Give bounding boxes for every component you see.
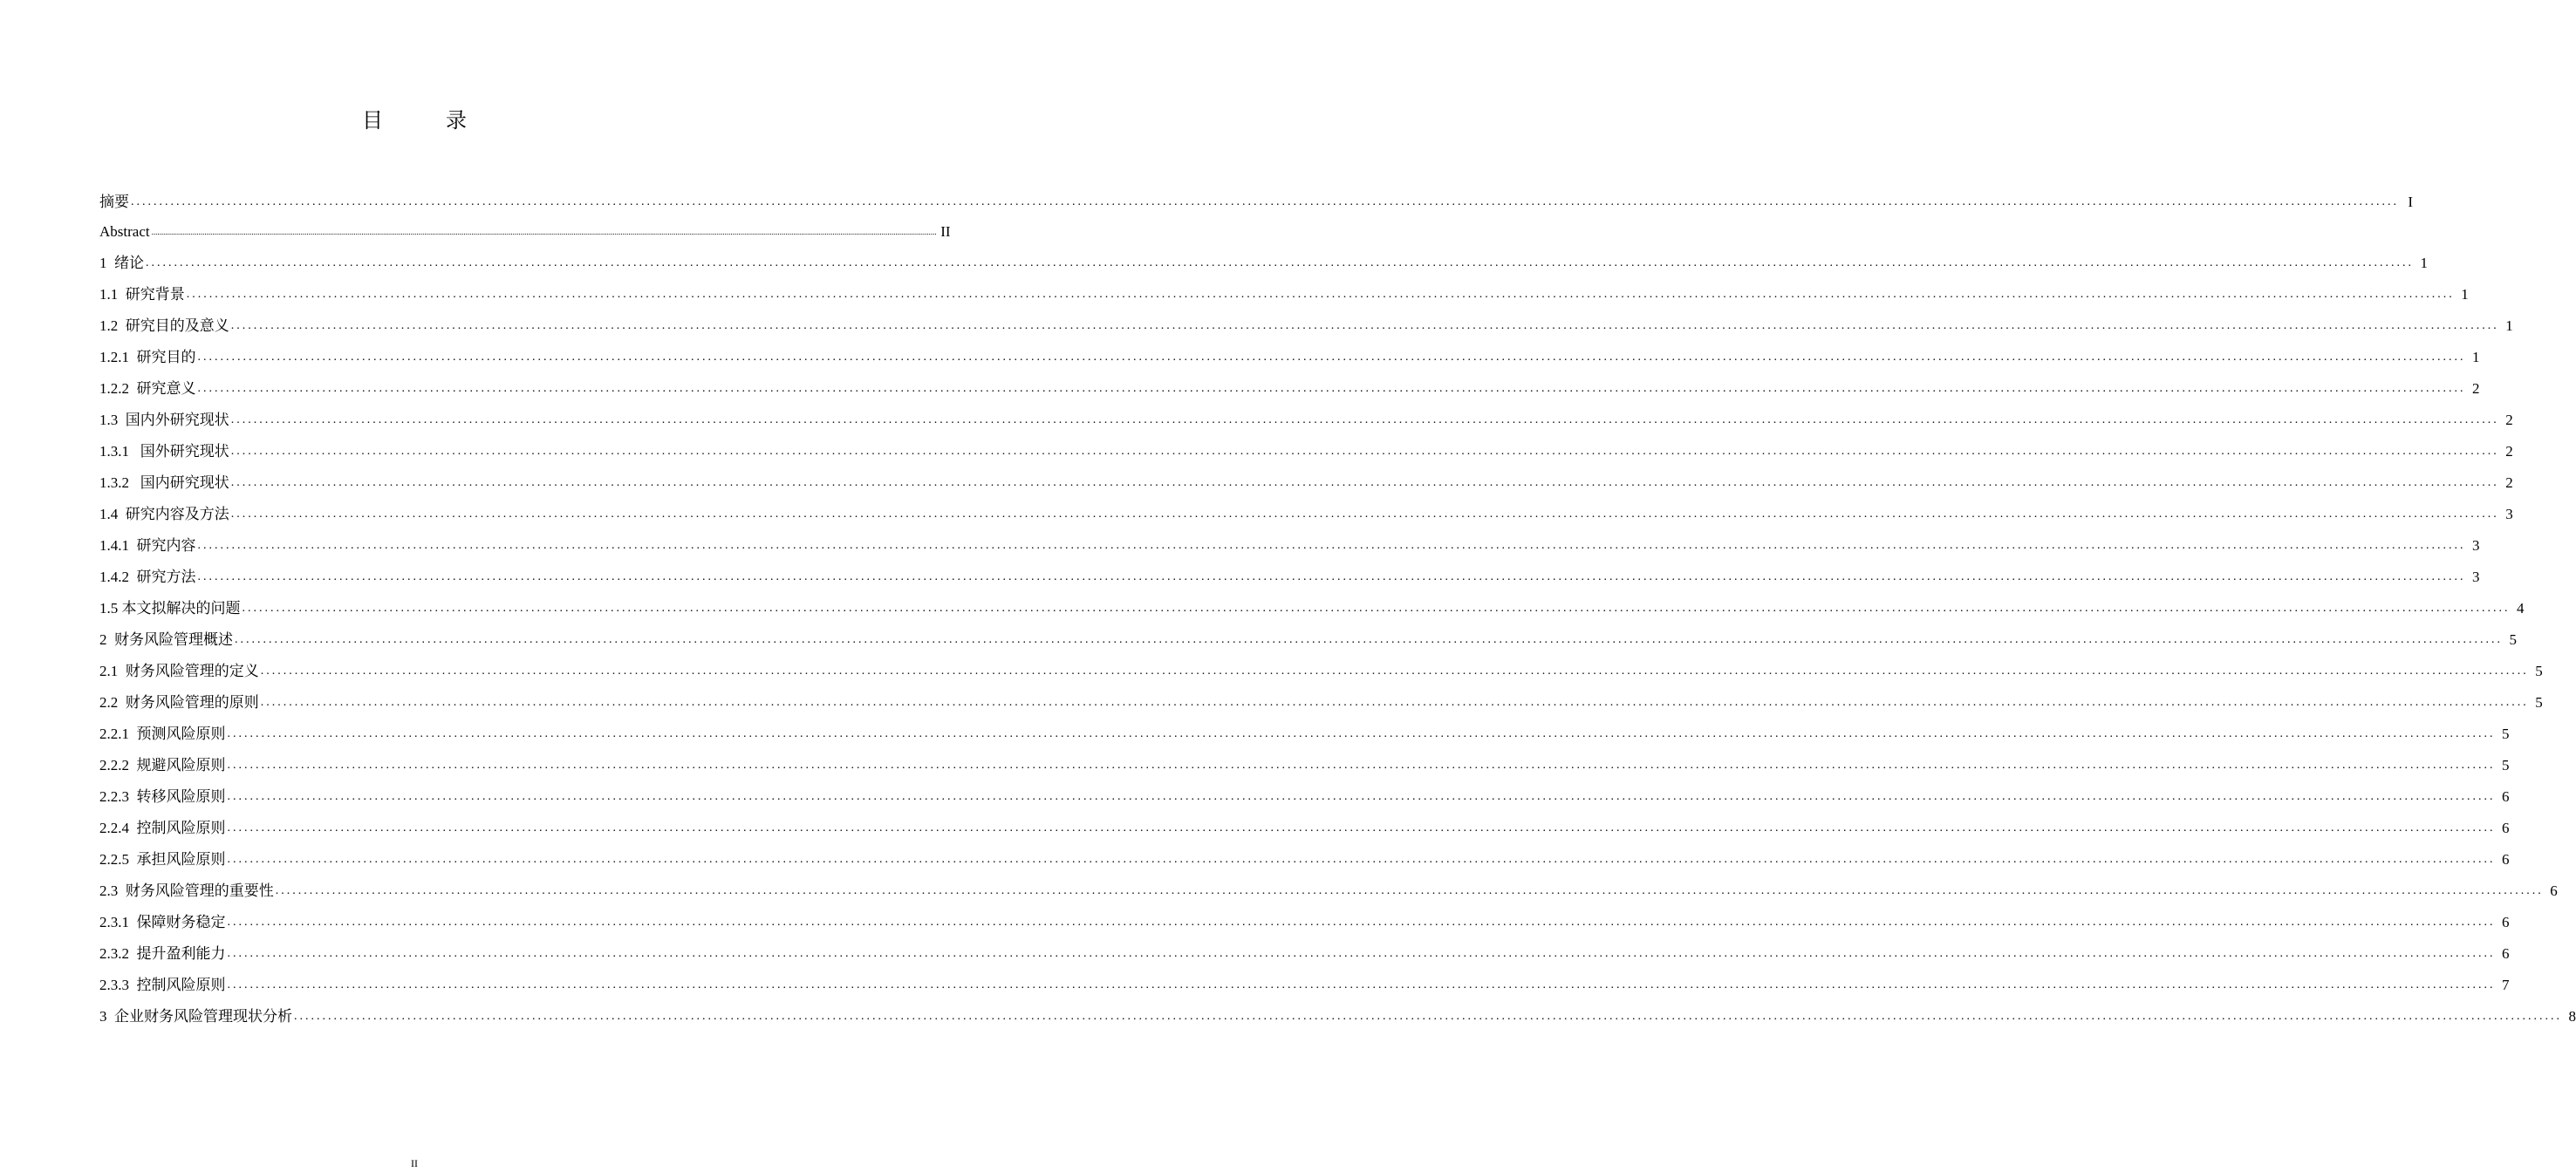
toc-entry-page: 6	[2502, 820, 2510, 836]
toc-dot-leader: ................................................................................................................................................................................................................................................................................................................................................................................................................	[197, 382, 2466, 395]
toc-dot-leader: ................................................................................................................................................................................................................................................................................................................................................................................................................	[131, 195, 2399, 208]
toc-entry-page: II	[940, 223, 951, 240]
toc-dot-leader: ................................................................................................................................................................................................................................................................................................................................................................................................................	[230, 508, 2499, 521]
toc-entry-page: 2	[2505, 412, 2513, 428]
toc-entry-page: 1	[2420, 255, 2428, 271]
toc-entry-page: 3	[2472, 537, 2480, 554]
toc-entry-page: 1	[2505, 317, 2513, 334]
toc-dot-leader: ................................................................................................................................................................................................................................................................................................................................................................................................................	[242, 602, 2511, 615]
toc-entry[interactable]	[99, 745, 2510, 776]
toc-dot-leader: ................................................................................................................................................................................................................................................................................................................................................................................................................	[227, 821, 2496, 835]
toc-entry-label: 2.3.1 保障财务稳定	[99, 914, 226, 930]
toc-entry-label: 1.5 本文拟解决的问题	[99, 600, 241, 617]
toc-entry-page: 6	[2550, 882, 2558, 899]
toc-entry-label: 2.3.2 提升盈利能力	[99, 945, 226, 962]
toc-entry-page: 2	[2472, 380, 2480, 397]
toc-entry-page: 1	[2461, 286, 2469, 303]
toc-entry-label: 2 财务风险管理概述	[99, 631, 233, 648]
toc-dot-leader: ................................................................................................................................................................................................................................................................................................................................................................................................................	[197, 570, 2466, 583]
toc-entry[interactable]	[99, 462, 2513, 494]
toc-dot-leader: ................................................................................................................................................................................................................................................................................................................................................................................................................	[186, 288, 2455, 301]
toc-entry-label: 2.3.3 控制风险原则	[99, 977, 226, 993]
toc-entry-page: 5	[2535, 663, 2543, 679]
toc-entry-label: 1.2 研究目的及意义	[99, 317, 229, 334]
toc-entry[interactable]	[99, 368, 2480, 399]
toc-dot-leader: ................................................................................................................................................................................................................................................................................................................................................................................................................	[146, 256, 2414, 269]
toc-entry-label: 2.2.4 控制风险原则	[99, 820, 226, 836]
toc-entry-page: 3	[2472, 569, 2480, 585]
toc-entry[interactable]	[99, 933, 2510, 964]
toc-entry-page: 6	[2502, 945, 2510, 962]
toc-dot-leader: ................................................................................................................................................................................................................................................................................................................................................................................................................	[227, 790, 2496, 803]
toc-dot-leader: ................................................................................................................................................................................................................................................................................................................................................................................................................	[227, 978, 2496, 991]
toc-entry[interactable]	[99, 682, 2543, 713]
toc-dot-leader: ................................................................................................................................................................................................................................................................................................................................................................................................................	[197, 351, 2466, 364]
toc-entry-label: 1.3.2 国内研究现状	[99, 474, 229, 491]
toc-dot-leader: ................................................................................................................................................................................................................................................................................................................................................................................................................	[227, 947, 2496, 960]
page-number: II	[411, 1157, 418, 1169]
toc-entry-page: 6	[2502, 851, 2510, 868]
toc-entry[interactable]	[99, 776, 2510, 807]
toc-entry-label: 2.2.1 预测风险原则	[99, 726, 226, 742]
toc-entry[interactable]	[99, 494, 2513, 525]
toc-entry-page: 6	[2502, 914, 2510, 930]
toc-entry[interactable]	[99, 337, 2480, 368]
toc-entry-page: 4	[2517, 600, 2525, 617]
toc-entry-label: 1.2.2 研究意义	[99, 380, 196, 397]
toc-entry-label: 2.2 财务风险管理的原则	[99, 694, 259, 711]
toc-entry[interactable]	[99, 713, 2510, 745]
toc-entry-label: 1 绪论	[99, 255, 144, 271]
toc-entry-page: 6	[2502, 788, 2510, 805]
toc-entry-page: 8	[2568, 1008, 2576, 1025]
toc-entry[interactable]	[99, 964, 2510, 996]
toc-dot-leader: ................................................................................................................................................................................................................................................................................................................................................................................................................	[227, 759, 2496, 772]
toc-entry[interactable]	[99, 588, 2525, 619]
toc-dot-leader: ................................................................................................................................................................................................................................................................................................................................................................................................................	[227, 853, 2496, 866]
toc-entry-page: I	[2408, 194, 2413, 210]
toc-entry[interactable]	[99, 870, 2558, 902]
toc-dot-leader: ................................................................................................................................................................................................................................................................................................................................................................................................................	[151, 228, 937, 236]
toc-entry[interactable]	[99, 181, 2413, 213]
toc-entry-label: 2.2.3 转移风险原则	[99, 788, 226, 805]
toc-entry[interactable]	[99, 839, 2510, 870]
page-title: 目 录	[362, 108, 488, 133]
toc-dot-leader: ................................................................................................................................................................................................................................................................................................................................................................................................................	[227, 916, 2496, 929]
toc-entry-page: 5	[2502, 757, 2510, 773]
toc-entry-label: 2.1 财务风险管理的定义	[99, 663, 259, 679]
toc-entry[interactable]	[99, 807, 2510, 839]
toc-entry[interactable]	[99, 556, 2480, 588]
toc-entry-page: 3	[2505, 506, 2513, 522]
toc-entry-page: 7	[2502, 977, 2510, 993]
toc-entry-page: 2	[2505, 443, 2513, 460]
toc-entry-label: 1.1 研究背景	[99, 286, 185, 303]
toc-entry-page: 5	[2502, 726, 2510, 742]
toc-entry-label: 2.2.2 规避风险原则	[99, 757, 226, 773]
toc-dot-leader: ................................................................................................................................................................................................................................................................................................................................................................................................................	[227, 727, 2496, 740]
toc-dot-leader: ................................................................................................................................................................................................................................................................................................................................................................................................................	[230, 476, 2499, 489]
toc-entry[interactable]	[99, 305, 2513, 337]
toc-entry-label: Abstract	[99, 223, 150, 240]
toc-entry-label: 摘要	[99, 194, 129, 210]
toc-entry-label: 1.3.1 国外研究现状	[99, 443, 229, 460]
toc-entry-label: 2.3 财务风险管理的重要性	[99, 882, 274, 899]
toc-dot-leader: ................................................................................................................................................................................................................................................................................................................................................................................................................	[235, 633, 2503, 646]
toc-entry-label: 1.4.1 研究内容	[99, 537, 196, 554]
toc-entry[interactable]	[99, 619, 2517, 651]
toc-entry-page: 5	[2509, 631, 2517, 648]
toc-entry[interactable]	[99, 651, 2543, 682]
toc-entry-page: 2	[2505, 474, 2513, 491]
toc-dot-leader: ................................................................................................................................................................................................................................................................................................................................................................................................................	[230, 445, 2499, 458]
toc-dot-leader: ................................................................................................................................................................................................................................................................................................................................................................................................................	[230, 413, 2499, 426]
toc-dot-leader: ................................................................................................................................................................................................................................................................................................................................................................................................................	[260, 696, 2529, 709]
toc-entry-page: 1	[2472, 349, 2480, 365]
toc-entry[interactable]	[99, 996, 2576, 1027]
toc-dot-leader: ................................................................................................................................................................................................................................................................................................................................................................................................................	[197, 539, 2466, 552]
toc-dot-leader: ................................................................................................................................................................................................................................................................................................................................................................................................................	[230, 319, 2499, 332]
toc-entry-label: 1.4.2 研究方法	[99, 569, 196, 585]
toc-dot-leader: ................................................................................................................................................................................................................................................................................................................................................................................................................	[294, 1010, 2562, 1023]
toc-entry[interactable]	[99, 399, 2513, 431]
toc-entry[interactable]	[99, 213, 951, 242]
toc-entry-label: 3 企业财务风险管理现状分析	[99, 1008, 292, 1025]
toc-entry-label: 2.2.5 承担风险原则	[99, 851, 226, 868]
table-of-contents	[99, 181, 2576, 1027]
toc-entry[interactable]	[99, 902, 2510, 933]
toc-entry[interactable]	[99, 242, 2428, 274]
toc-entry-label: 1.4 研究内容及方法	[99, 506, 229, 522]
toc-dot-leader: ................................................................................................................................................................................................................................................................................................................................................................................................................	[275, 884, 2544, 897]
toc-entry-page: 5	[2535, 694, 2543, 711]
toc-entry-label: 1.2.1 研究目的	[99, 349, 196, 365]
toc-entry[interactable]	[99, 431, 2513, 462]
toc-entry[interactable]	[99, 274, 2469, 305]
toc-entry-label: 1.3 国内外研究现状	[99, 412, 229, 428]
toc-dot-leader: ................................................................................................................................................................................................................................................................................................................................................................................................................	[260, 664, 2529, 678]
toc-entry[interactable]	[99, 525, 2480, 556]
